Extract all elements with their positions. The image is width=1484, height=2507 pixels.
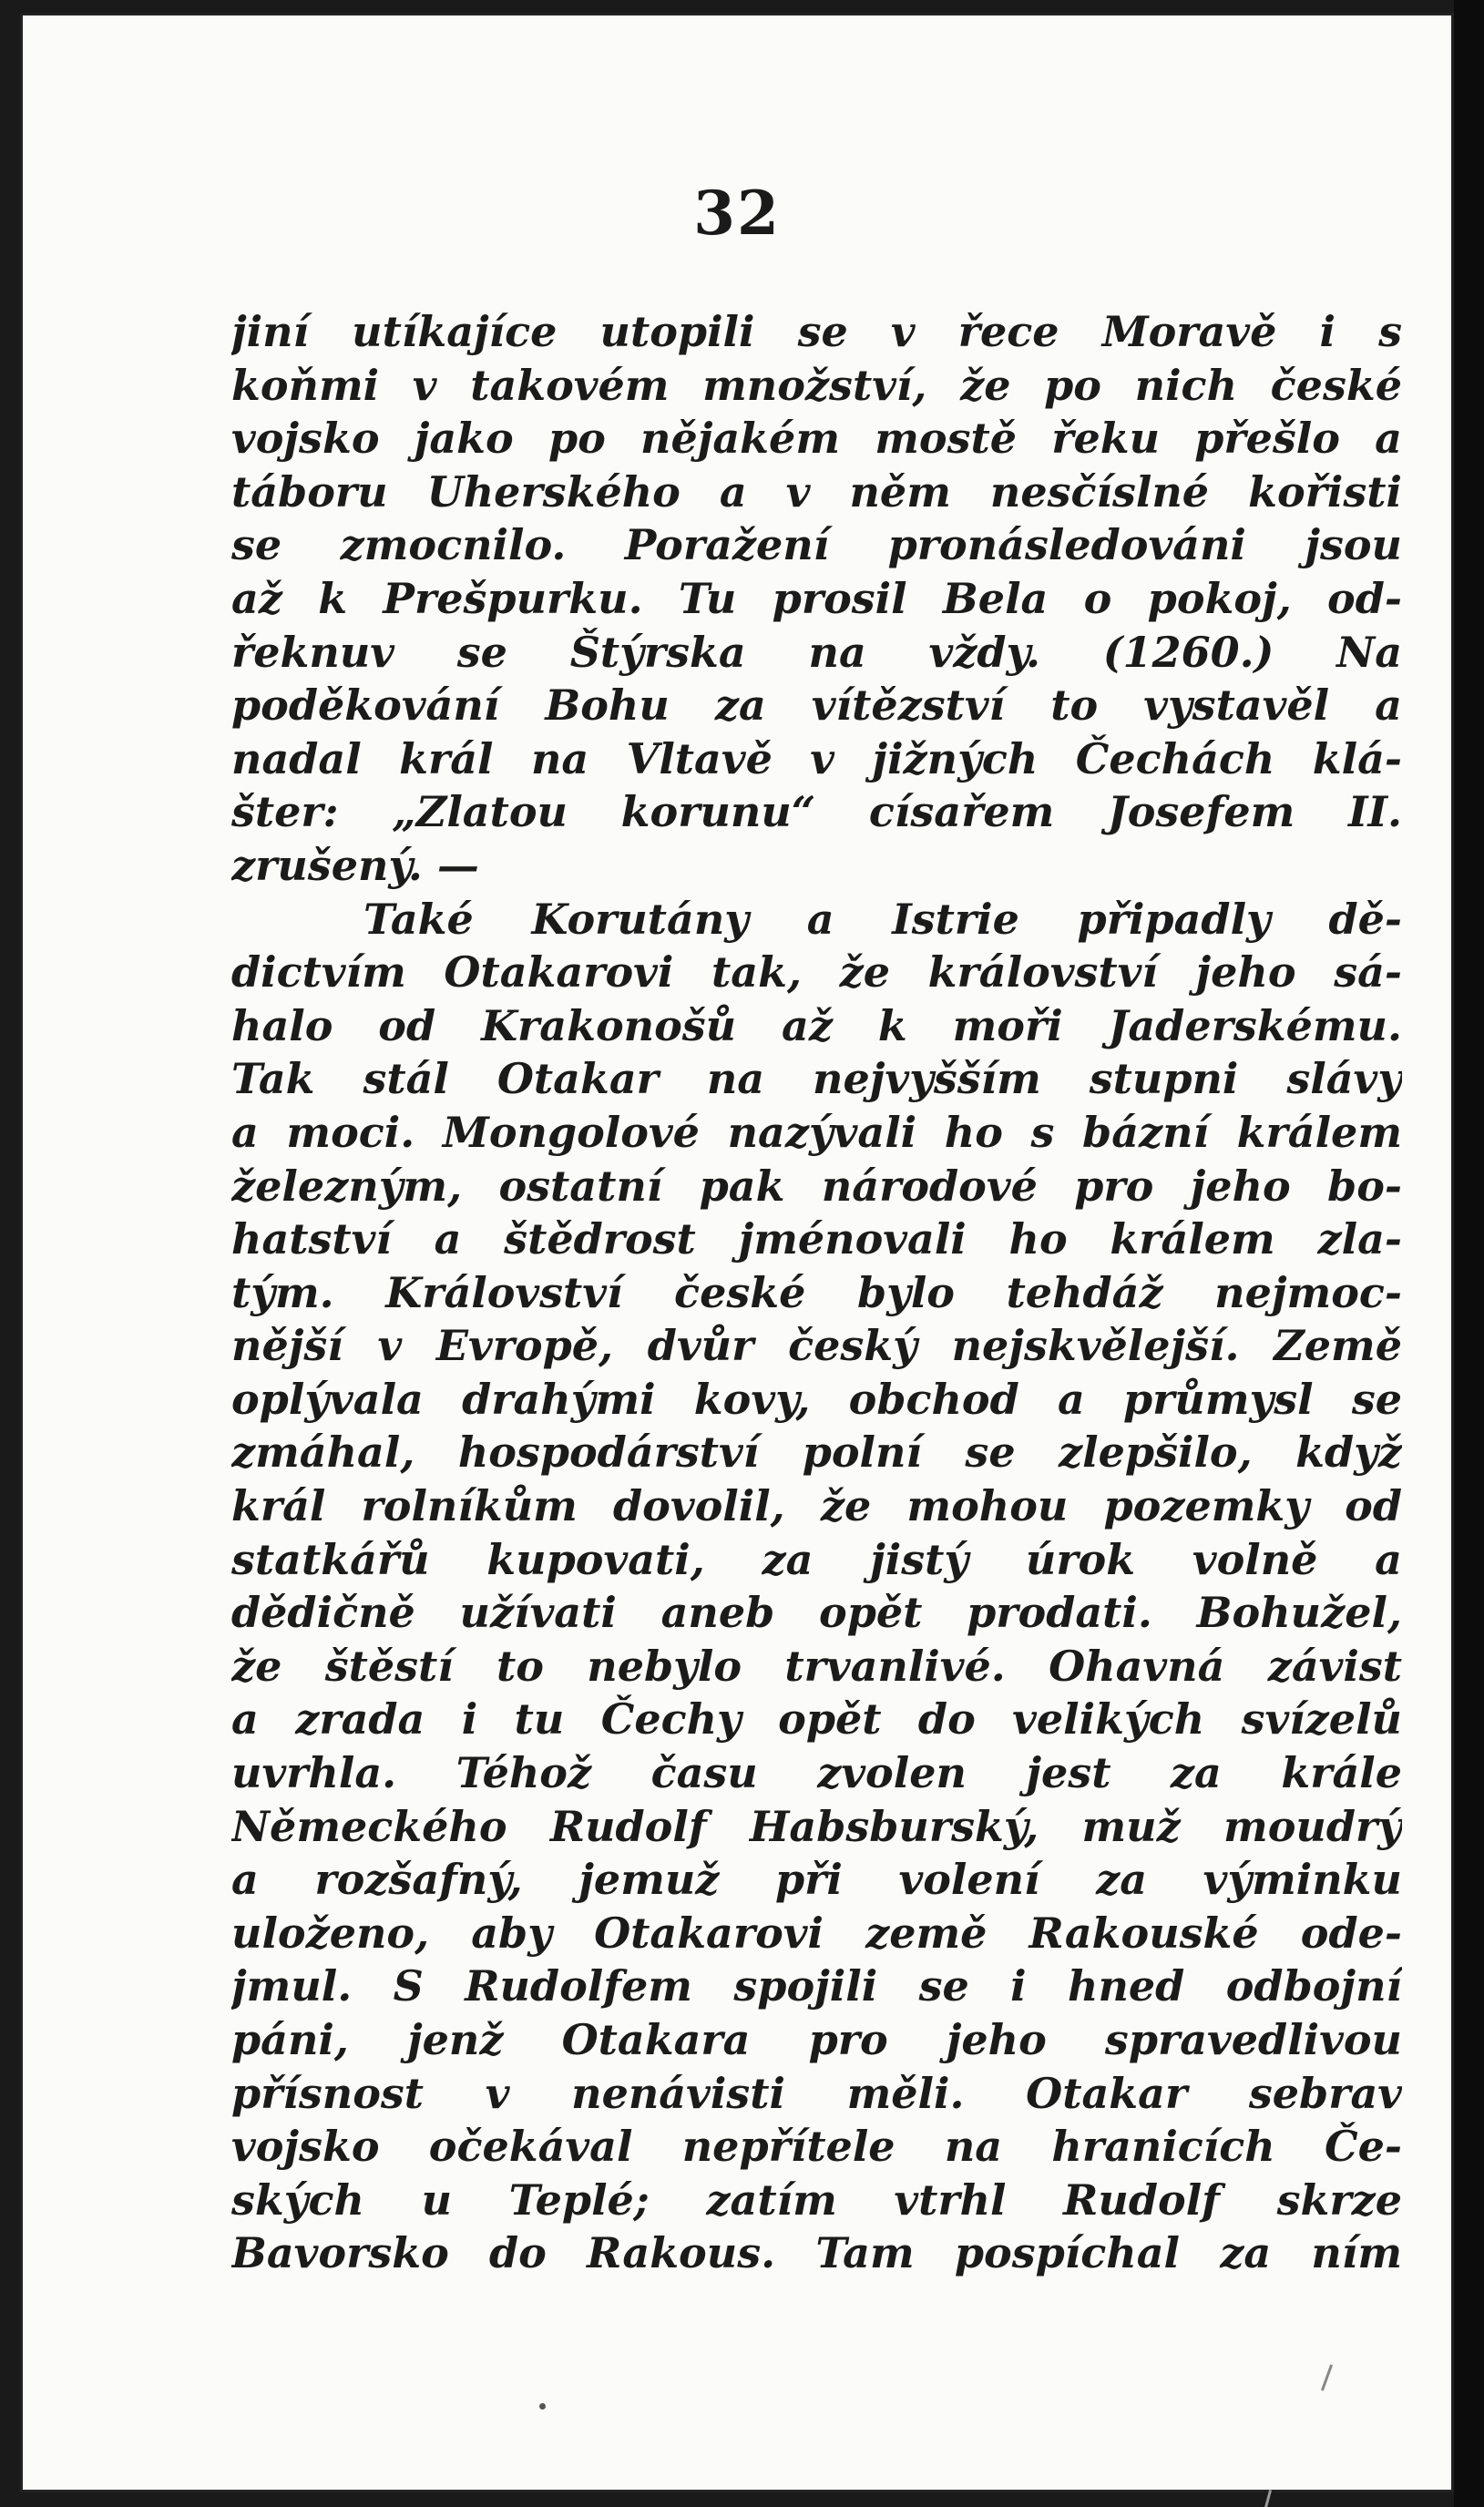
text-line: jiní utíkajíce utopili se v řece Moravě i s [231,307,1402,356]
text-line: koňmi v takovém množství, že po nich české [231,360,1402,410]
text-line: se zmocnilo. Poražení pronásledováni jsou [231,520,1402,570]
text-line: vojsko jako po nějakém mostě řeku přešlo a [231,414,1402,464]
text-line: statkářů kupovati, za jistý úrok volně a [231,1534,1402,1584]
text-line: až k Prešpurku. Tu prosil Bela o pokoj, od- [231,573,1402,623]
text-line: a zrada i tu Čechy opět do velikých svízelů [231,1694,1402,1745]
text-line: Tak stál Otakar na nejvyšším stupni slávy [231,1054,1402,1104]
scan-edge [1454,0,1484,2507]
text-line: Německého Rudolf Habsburský, muž moudrý [231,1801,1402,1851]
page-number: 32 [693,178,781,249]
text-line: že štěstí to nebylo trvanlivé. Ohavná závist [231,1641,1402,1691]
text-line: páni, jenž Otakara pro jeho spravedlivou [231,2015,1402,2064]
text-line: nější v Evropě, dvůr český nejskvělejší. Země [231,1321,1402,1371]
text-line: zmáhal, hospodárství polní se zlepšilo, když [231,1427,1402,1478]
text-line: poděkování Bohu za vítězství to vystavěl a [231,680,1402,731]
paper-speck [539,2403,546,2410]
text-line: zrušený. — [231,840,479,890]
text-line: řeknuv se Štýrska na vždy. (1260.) Na [231,627,1402,677]
text-line: a rozšafný, jemuž při volení za výminku [231,1855,1402,1905]
text-line: tým. Království české bylo tehdáž nejmoc- [231,1267,1402,1317]
text-line: jmul. S Rudolfem spojili se i hned odbojní [231,1961,1402,2011]
paper-mark [1264,2490,1272,2507]
page-sheet [20,13,1454,2492]
text-line: táboru Uherského a v něm nesčíslné kořisti [231,466,1402,517]
text-line: ských u Teplé; zatím vtrhl Rudolf skrze [231,2174,1402,2225]
text-line: oplývala drahými kovy, obchod a průmysl se [231,1374,1402,1424]
body-text [231,305,1402,2280]
text-line: Bavorsko do Rakous. Tam pospíchal za ním [231,2228,1402,2278]
text-line: uloženo, aby Otakarovi země Rakouské ode- [231,1908,1402,1958]
text-line: vojsko očekával nepřítele na hranicích Če- [231,2122,1402,2172]
text-line: železným, ostatní pak národové pro jeho bo- [231,1161,1402,1211]
text-line: uvrhla. Téhož času zvolen jest za krále [231,1748,1402,1798]
text-line: šter: „Zlatou korunu“ císařem Josefem II. [231,787,1402,837]
text-line: halo od Krakonošů až k moři Jaderskému. [231,1000,1402,1050]
paragraph-first-line: Také Korutány a Istrie připadly dě- [363,894,1402,944]
text-line: a moci. Mongolové nazývali ho s bázní králem [231,1107,1402,1157]
text-line: dědičně užívati aneb opět prodati. Bohužel, [231,1588,1402,1638]
text-line: dictvím Otakarovi tak, že království jeho sá- [231,947,1402,998]
text-line: král rolníkům dovolil, že mohou pozemky od [231,1481,1402,1531]
text-line: hatství a štědrost jménovali ho králem zla- [231,1214,1402,1264]
text-line: nadal král na Vltavě v jižných Čechách klá- [231,733,1402,783]
text-line: přísnost v nenávisti měli. Otakar sebrav [231,2068,1402,2118]
paper-mark [1321,2364,1333,2390]
